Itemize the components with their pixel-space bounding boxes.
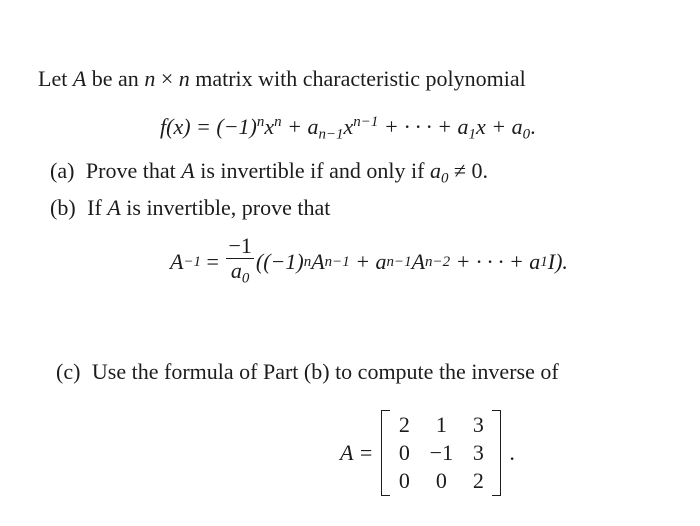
part-b-text: If bbox=[87, 195, 108, 220]
subscript: 0 bbox=[440, 170, 449, 187]
formula-term: + a bbox=[349, 249, 387, 274]
times-symbol: × bbox=[155, 66, 179, 91]
left-bracket bbox=[381, 410, 390, 496]
part-c-label: (c) bbox=[56, 359, 81, 384]
var-a: a bbox=[429, 158, 441, 183]
intro-text: matrix with characteristic polynomial bbox=[189, 66, 526, 91]
part-b-text: is invertible, prove that bbox=[120, 195, 331, 220]
intro-line bbox=[38, 66, 526, 92]
var-A: A bbox=[181, 158, 195, 183]
matrix-cell: 0 bbox=[398, 468, 410, 493]
right-bracket bbox=[492, 410, 501, 496]
formula-end: I). bbox=[547, 249, 568, 274]
part-a-text: is invertible if and only if bbox=[194, 158, 430, 183]
poly-x: x bbox=[343, 114, 354, 140]
exponent: n−1 bbox=[324, 253, 350, 270]
period: . bbox=[509, 440, 515, 465]
var-n: n bbox=[144, 66, 156, 91]
poly-term: x + a bbox=[476, 114, 523, 140]
fraction-denominator bbox=[226, 259, 253, 290]
part-c-text: Use the formula of Part (b) to compute the inverse of bbox=[91, 359, 559, 384]
poly-term: + a bbox=[281, 114, 319, 140]
part-a-label: (a) bbox=[50, 158, 75, 183]
exponent: n−1 bbox=[353, 114, 379, 130]
polynomial-equation bbox=[160, 114, 536, 144]
var-a: a bbox=[230, 257, 242, 283]
subscript: 0 bbox=[241, 270, 250, 287]
matrix-cell: 1 bbox=[435, 412, 447, 437]
part-c bbox=[56, 359, 559, 385]
formula-A: A bbox=[170, 249, 184, 274]
subscript: 1 bbox=[540, 253, 548, 270]
matrix-lhs: A = bbox=[340, 440, 374, 465]
exponent: n−2 bbox=[425, 253, 451, 270]
part-a bbox=[50, 158, 488, 187]
formula-A: A bbox=[411, 249, 426, 274]
var-A: A bbox=[107, 195, 121, 220]
matrix-equation bbox=[340, 410, 515, 496]
formula-term: ((−1) bbox=[255, 249, 304, 274]
intro-text: Let bbox=[38, 66, 73, 91]
matrix-cell: 3 bbox=[472, 440, 484, 465]
subscript: 1 bbox=[468, 126, 477, 143]
fraction bbox=[226, 234, 253, 290]
exponent: n bbox=[256, 114, 265, 130]
var-A: A bbox=[72, 66, 87, 91]
poly-x: x bbox=[264, 114, 275, 140]
matrix-grid bbox=[390, 411, 492, 495]
subscript: n−1 bbox=[386, 253, 412, 270]
subscript: 0 bbox=[522, 126, 531, 143]
matrix-cell: 0 bbox=[435, 468, 447, 493]
poly-lhs: f(x) = (−1) bbox=[160, 114, 257, 140]
matrix-cell: 2 bbox=[472, 468, 484, 493]
intro-text: be an bbox=[86, 66, 145, 91]
neq-zero: ≠ 0. bbox=[448, 158, 488, 183]
formula-A: A bbox=[311, 249, 325, 274]
var-n: n bbox=[178, 66, 190, 91]
part-a-text: Prove that bbox=[85, 158, 182, 183]
equals-sign: = bbox=[201, 249, 225, 274]
period: . bbox=[530, 114, 536, 140]
inverse-formula bbox=[170, 232, 568, 292]
formula-term: + · · · + a bbox=[450, 249, 541, 274]
fraction-numerator: −1 bbox=[228, 232, 252, 258]
part-b bbox=[50, 195, 330, 221]
exponent: n bbox=[274, 114, 282, 130]
exponent: n bbox=[303, 253, 312, 270]
poly-term: + · · · + a bbox=[378, 114, 469, 140]
subscript: n−1 bbox=[318, 126, 344, 143]
matrix-cell: 0 bbox=[398, 440, 410, 465]
part-b-label: (b) bbox=[50, 195, 76, 220]
matrix-cell: −1 bbox=[429, 440, 454, 465]
exponent: −1 bbox=[183, 253, 202, 270]
matrix-cell: 3 bbox=[472, 412, 484, 437]
matrix-cell: 2 bbox=[398, 412, 410, 437]
